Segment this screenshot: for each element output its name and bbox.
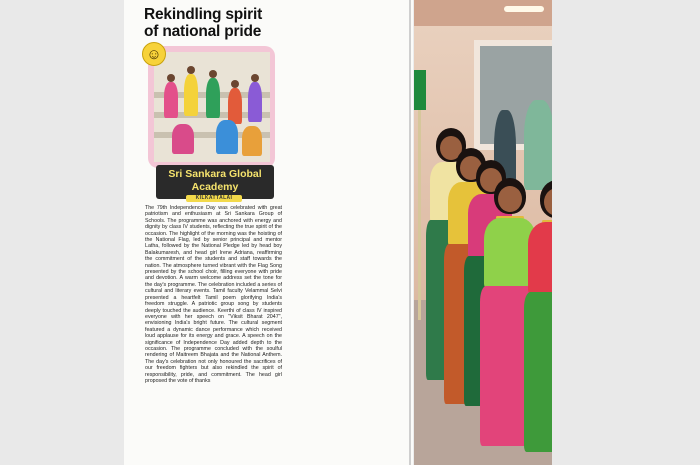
flag xyxy=(414,70,426,110)
article-headline: Rekindling spirit of national pride xyxy=(144,6,263,40)
children-collage-photo xyxy=(148,46,275,168)
column-divider xyxy=(409,0,411,465)
school-name-banner: Sri Sankara Global Academy xyxy=(156,165,274,199)
school-location-tag: KILKATTALAI xyxy=(186,195,242,202)
smiley-face-icon: ☺ xyxy=(142,42,166,66)
dancers-photo xyxy=(414,0,552,465)
newspaper-clipping xyxy=(124,0,552,465)
man-green-shirt xyxy=(524,100,552,190)
article-body: The 79th Independence Day was celebrated with great patriotism and enthusiasm at Sri Sankara Group of Schools. The programme was anchored with energy and dignity by class IV students, reflecting the true spirit of the occasion. The highlight of the morning was the hoisting of the National Flag, led by senior principal and mentor Latha, followed by the National Pledge led by head boy Balakumaresh, and head girl Irene Adriana, reaffirming the commitment of the students and staff towards the nation. The atmosphere turned vibrant with the Flag Song presented by the school choir, filling everyone with pride and devotion. A warm welcome address set the tone for the day's programme. The celebration included a series of cultural and literary events. Tamil faculty Velammal Selvi presented a heartfelt Tamil poem glorifying India's freedom struggle. A patriotic group song by students deeply touched the audience. Keerthi of class IV inspired everyone with her speech on "Viksit Bharat 2047", envisioning India's bright future. The cultural segment featured a dynamic dance performance which received loud applause for its energy and grace. A speech on the significance of Independence Day added depth to the occasion. The programme concluded with the soulful rendering of Maitreem Bhajata and the National Anthem. The day's celebration not only honoured the sacrifices of our freedom fighters but also rekindled the spirit of responsibility, pride, and commitment. The head girl proposed the vote of thanks xyxy=(145,205,282,384)
